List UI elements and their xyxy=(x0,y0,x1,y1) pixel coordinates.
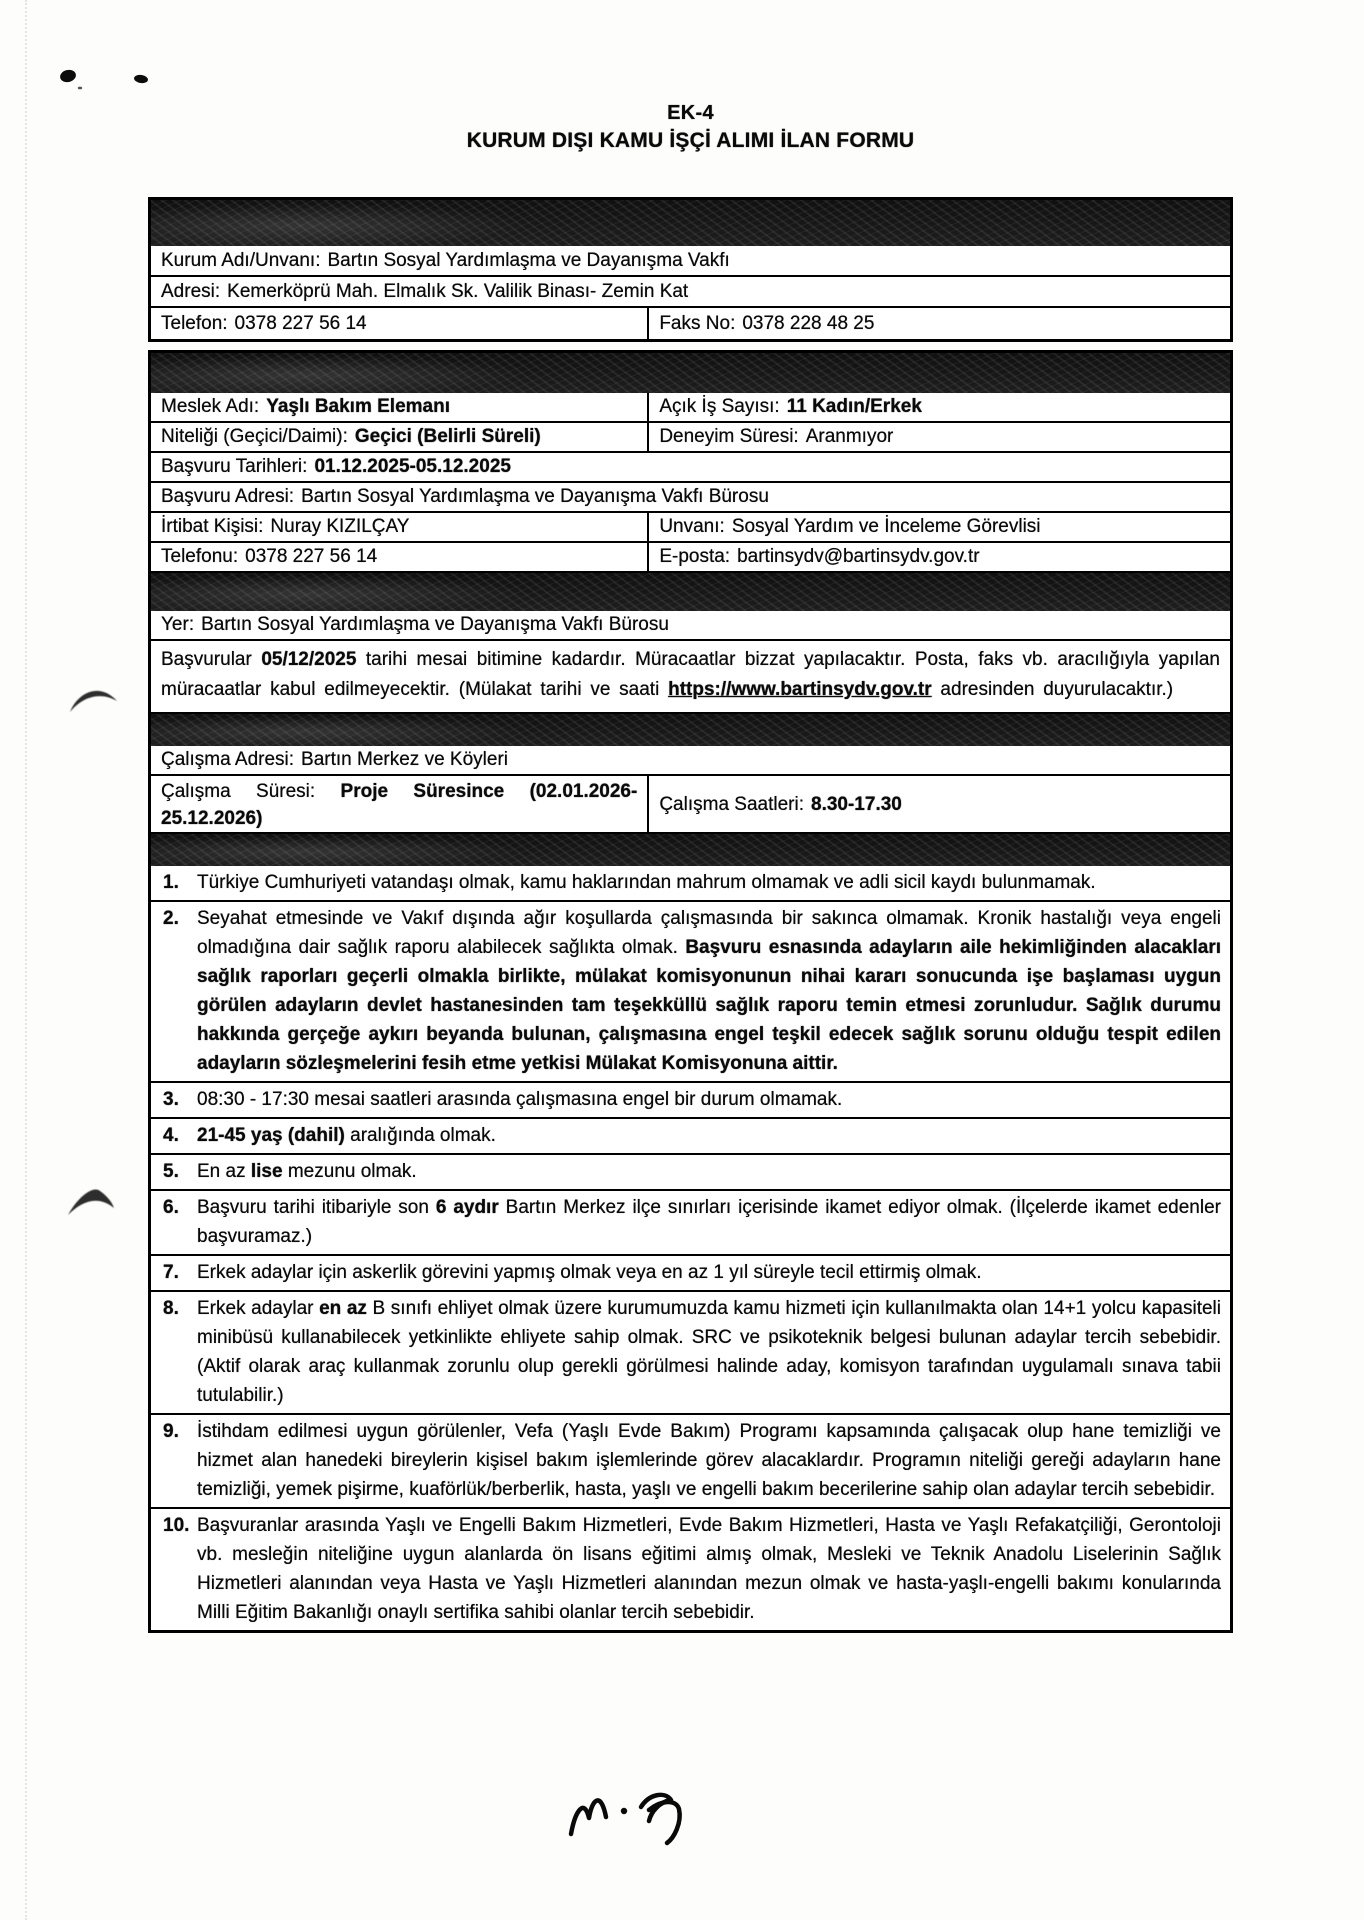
field-row-application-place xyxy=(151,611,1230,641)
requirement-number: 1. xyxy=(163,872,179,893)
field-label: Deneyim Süresi: xyxy=(659,426,799,447)
requirement-number: 2. xyxy=(163,908,179,929)
field-value: Sosyal Yardım ve İnceleme Görevlisi xyxy=(731,516,1041,537)
ink-smudge-mark-2 xyxy=(68,1190,114,1215)
requirement-item xyxy=(151,1292,1230,1415)
field-label: Çalışma Süresi: xyxy=(161,781,341,802)
job-details-table xyxy=(148,350,1233,1633)
requirement-item xyxy=(151,866,1230,902)
field-value: 0378 228 48 25 xyxy=(742,312,875,334)
handwritten-initials-signature xyxy=(571,1795,680,1843)
note-deadline-date: 05/12/2025 xyxy=(261,649,357,670)
requirement-item xyxy=(151,1415,1230,1509)
fax-cell xyxy=(647,308,1230,339)
field-value: Nuray KIZILÇAY xyxy=(270,516,410,537)
field-value: Bartın Sosyal Yardımlaşma ve Dayanışma Vakfı xyxy=(327,249,730,271)
form-title: KURUM DIŞI KAMU İŞÇİ ALIMI İLAN FORMU xyxy=(466,129,915,152)
requirement-number: 7. xyxy=(163,1262,179,1283)
ink-smudge-mark-1 xyxy=(70,691,117,712)
note-text: tarihi mesai bitimine kadardır. Müracaatlar bizzat yapılacaktır. Posta, faks vb. aracılığıyla yapılan müracaatlar kabul edilmeyecektir. (Mülakat tarihi ve saati xyxy=(161,649,1220,700)
contact-title-cell xyxy=(647,513,1230,541)
redacted-section-header-band-1 xyxy=(151,200,1230,246)
requirement-text: Başvuranlar arasında Yaşlı ve Engelli Bakım Hizmetleri, Evde Bakım Hizmetleri, Hasta ve Yaşlı Refakatçiliği, Gerontoloji vb. mesleğin niteliğine uygun alanlarda ön lisans eğitimi almış olmak, Mesleki ve Teknik Anadolu Liselerinin Sağlık Hizmetleri alanından veya Hasta ve Yaşlı Hizmetleri alanından mezun olmak ve hasta-yaşlı-engelli bakımı konularında Milli Eğitim Bakanlığı onaylı sertifika sahibi olanlar tercih sebebidir. xyxy=(197,1515,1221,1623)
requirement-number: 5. xyxy=(163,1161,179,1182)
requirement-number: 10. xyxy=(163,1515,190,1536)
field-label: Adresi: xyxy=(161,280,221,302)
field-label: Telefon: xyxy=(161,312,228,334)
field-row-nature-experience xyxy=(151,423,1230,453)
announcement-url-text: https://www.bartinsydv.gov.tr xyxy=(668,679,932,700)
requirement-text: Erkek adaylar için askerlik görevini yapmış olmak veya en az 1 yıl süreyle tecil ettirmiş olmak. xyxy=(197,1262,982,1283)
contact-phone-cell xyxy=(151,543,647,571)
field-value: Geçici (Belirli Süreli) xyxy=(354,426,541,447)
field-value: Bartın Merkez ve Köyleri xyxy=(301,749,509,770)
redacted-section-header-band-5 xyxy=(151,834,1230,866)
field-value: Proje Süresince (02.01.2026-25.12.2026) xyxy=(161,781,638,829)
requirement-text: 21-45 yaş (dahil) aralığında olmak. xyxy=(197,1125,496,1146)
requirement-text: Erkek adaylar en az B sınıfı ehliyet olmak üzere kurumumuzda kamu hizmeti için kullanılmakta olan 14+1 yolcu kapasiteli minibüsü kullanabilecek yetkinlikte ehliyete sahip olmak. SRC ve psikoteknik belgesi bulunan adaylar tercih sebebidir. (Aktif olarak araç kullanmak zorunlu olup gerekli görülmesi halinde aday, komisyon tarafından uygulamalı sınava tabii tutulabilir.) xyxy=(197,1298,1221,1406)
field-label: Niteliği (Geçici/Daimi): xyxy=(161,426,348,447)
work-duration-cell xyxy=(151,776,647,832)
field-value: Kemerköprü Mah. Elmalık Sk. Valilik Binası- Zemin Kat xyxy=(227,280,689,302)
job-title-cell xyxy=(151,393,647,421)
field-label: Telefonu: xyxy=(161,546,239,567)
nature-cell xyxy=(151,423,647,451)
openings-cell xyxy=(647,393,1230,421)
field-label: Meslek Adı: xyxy=(161,396,260,417)
requirement-number: 9. xyxy=(163,1421,179,1442)
note-text: adresinden duyurulacaktır.) xyxy=(931,679,1174,700)
field-row-phone-fax xyxy=(151,308,1230,339)
redacted-section-header-band-2 xyxy=(151,353,1230,393)
field-value: Yaşlı Bakım Elemanı xyxy=(266,396,450,417)
institution-info-table xyxy=(148,197,1233,342)
application-note-paragraph xyxy=(151,641,1230,714)
field-value: Bartın Sosyal Yardımlaşma ve Dayanışma Vakfı Bürosu xyxy=(301,486,769,507)
field-value: 0378 227 56 14 xyxy=(234,312,367,334)
scanner-edge-artifact xyxy=(25,0,27,1920)
field-label: Kurum Adı/Unvanı: xyxy=(161,249,321,271)
requirement-text: 08:30 - 17:30 mesai saatleri arasında çalışmasına engel bir durum olmamak. xyxy=(197,1089,843,1110)
field-row-duration-hours xyxy=(151,776,1230,834)
requirement-number: 4. xyxy=(163,1125,179,1146)
requirement-item xyxy=(151,1119,1230,1155)
requirement-number: 3. xyxy=(163,1089,179,1110)
field-row-contact-person xyxy=(151,513,1230,543)
requirement-item xyxy=(151,1155,1230,1191)
field-value: bartinsydv@bartinsydv.gov.tr xyxy=(737,546,980,567)
contact-cell xyxy=(151,513,647,541)
requirement-text: En az lise mezunu olmak. xyxy=(197,1161,417,1182)
requirement-item xyxy=(151,1191,1230,1256)
redacted-section-header-band-3 xyxy=(151,573,1230,611)
requirement-number: 6. xyxy=(163,1197,179,1218)
requirement-item xyxy=(151,1256,1230,1292)
work-hours-cell xyxy=(647,776,1230,832)
requirement-item xyxy=(151,902,1230,1083)
field-value: 01.12.2025-05.12.2025 xyxy=(314,456,511,477)
field-row-institution-name xyxy=(151,246,1230,277)
field-label: Yer: xyxy=(161,614,195,635)
redacted-section-header-band-4 xyxy=(151,714,1230,746)
experience-cell xyxy=(647,423,1230,451)
requirement-text: Başvuru tarihi itibariyle son 6 aydır Bartın Merkez ilçe sınırları içerisinde ikamet ediyor olmak. (İlçelerde ikamet edenler başvuramaz.) xyxy=(197,1197,1221,1247)
field-value: 8.30-17.30 xyxy=(811,793,902,815)
field-label: Açık İş Sayısı: xyxy=(659,396,780,417)
document-header xyxy=(148,102,1233,153)
phone-cell xyxy=(151,308,647,339)
requirement-number: 8. xyxy=(163,1298,179,1319)
field-row-work-address xyxy=(151,746,1230,776)
field-value: 0378 227 56 14 xyxy=(245,546,378,567)
field-label: Unvanı: xyxy=(659,516,725,537)
field-row-institution-address xyxy=(151,277,1230,308)
requirement-text: İstihdam edilmesi uygun görülenler, Vefa (Yaşlı Evde Bakım) Programı kapsamında çalışacak olup hane temizliği ve hizmet alan hanedeki bireylerin kişisel bakım işlemlerinde görev alacaklardır. Programın niteliği gereği adayların hane temizliği, yemek pişirme, kuaförlük/berberlik, hasta, yaşlı ve engelli bakım becerilerine sahip olan adaylar tercih sebebidir. xyxy=(197,1421,1221,1500)
requirement-item xyxy=(151,1509,1230,1630)
field-label: Çalışma Adresi: xyxy=(161,749,295,770)
field-label: E-posta: xyxy=(659,546,731,567)
attachment-label: EK-4 xyxy=(667,102,714,124)
field-row-application-address xyxy=(151,483,1230,513)
field-label: Başvuru Tarihleri: xyxy=(161,456,308,477)
field-row-contact-phone-email xyxy=(151,543,1230,573)
ink-blot-top-left xyxy=(59,68,149,89)
note-text: Başvurular xyxy=(161,649,262,670)
field-row-application-dates xyxy=(151,453,1230,483)
field-value: Bartın Sosyal Yardımlaşma ve Dayanışma Vakfı Bürosu xyxy=(201,614,669,635)
field-label: Çalışma Saatleri: xyxy=(659,793,804,815)
field-row-job-openings xyxy=(151,393,1230,423)
field-value: Aranmıyor xyxy=(805,426,894,447)
email-cell xyxy=(647,543,1230,571)
field-label: İrtibat Kişisi: xyxy=(161,516,264,537)
requirement-text: Seyahat etmesinde ve Vakıf dışında ağır koşullarda çalışmasında bir sakınca olmamak. Kronik hastalığı veya engeli olmadığına dair sağlık raporu alabilecek sağlıkta olmak. Başvuru esnasında adayların aile hekimliğinden alacakları sağlık raporları geçerli olmakla birlikte, mülakat komisyonunun nihai kararı sonucunda işe başlaması uygun görülen adayların devlet hastanesinden tam teşekküllü sağlık raporu temin etmesi zorunludur. Sağlık durumu hakkında gerçeğe aykırı beyanda bulunan, çalışmasına engel teşkil edecek sağlık sorunu olduğu tespit edilen adayların sözleşmelerini fesih etme yetkisi Mülakat Komisyonuna aittir. xyxy=(197,908,1221,1074)
field-label: Faks No: xyxy=(659,312,736,334)
field-value: 11 Kadın/Erkek xyxy=(786,396,922,417)
field-label: Başvuru Adresi: xyxy=(161,486,295,507)
requirement-item xyxy=(151,1083,1230,1119)
requirement-text: Türkiye Cumhuriyeti vatandaşı olmak, kamu haklarından mahrum olmamak ve adli sicil kaydı bulunmamak. xyxy=(197,872,1096,893)
